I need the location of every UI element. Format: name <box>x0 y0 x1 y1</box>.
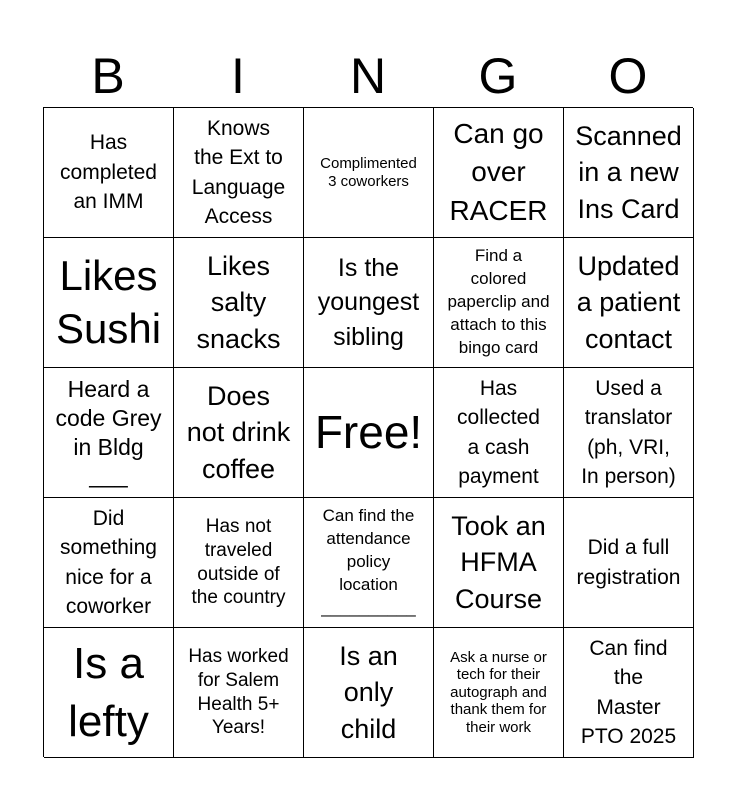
bingo-grid <box>43 107 693 757</box>
bingo-cell[interactable]: Ask a nurse or tech for their autograph and thank them for their work <box>434 628 564 758</box>
bingo-cell[interactable]: Has not traveled outside of the country <box>174 498 304 628</box>
bingo-cell[interactable]: Updated a patient contact <box>564 238 694 368</box>
bingo-cell[interactable]: Has completed an IMM <box>44 108 174 238</box>
bingo-cell[interactable]: Likes Sushi <box>44 238 174 368</box>
header-letter-i: I <box>231 48 245 104</box>
bingo-cell[interactable]: Complimented 3 coworkers <box>304 108 434 238</box>
bingo-cell[interactable]: Used a translator (ph, VRI, In person) <box>564 368 694 498</box>
header-letter-n: N <box>349 48 387 104</box>
bingo-cell[interactable]: Likes salty snacks <box>174 238 304 368</box>
bingo-cell[interactable]: Took an HFMA Course <box>434 498 564 628</box>
bingo-cell[interactable]: Can find the attendance policy location __________ <box>304 498 434 628</box>
bingo-cell[interactable]: Has worked for Salem Health 5+ Years! <box>174 628 304 758</box>
bingo-cell[interactable]: Find a colored paperclip and attach to this bingo card <box>434 238 564 368</box>
bingo-cell[interactable]: Is the youngest sibling <box>304 238 434 368</box>
header-letter-b: B <box>91 48 125 104</box>
bingo-cell[interactable]: Heard a code Grey in Bldg ___ <box>44 368 174 498</box>
bingo-cell[interactable]: Scanned in a new Ins Card <box>564 108 694 238</box>
bingo-cell[interactable]: Can go over RACER <box>434 108 564 238</box>
header-letter-o: O <box>608 48 648 104</box>
bingo-cell[interactable]: Can find the Master PTO 2025 <box>564 628 694 758</box>
free-space[interactable]: Free! <box>304 368 434 498</box>
bingo-cell[interactable]: Did a full registration <box>564 498 694 628</box>
header-letter-g: G <box>478 48 518 104</box>
bingo-cell[interactable]: Knows the Ext to Language Access <box>174 108 304 238</box>
bingo-header <box>43 44 693 108</box>
bingo-cell[interactable]: Does not drink coffee <box>174 368 304 498</box>
bingo-cell[interactable]: Has collected a cash payment <box>434 368 564 498</box>
bingo-cell[interactable]: Is an only child <box>304 628 434 758</box>
bingo-cell[interactable]: Is a lefty <box>44 628 174 758</box>
bingo-cell[interactable]: Did something nice for a coworker <box>44 498 174 628</box>
